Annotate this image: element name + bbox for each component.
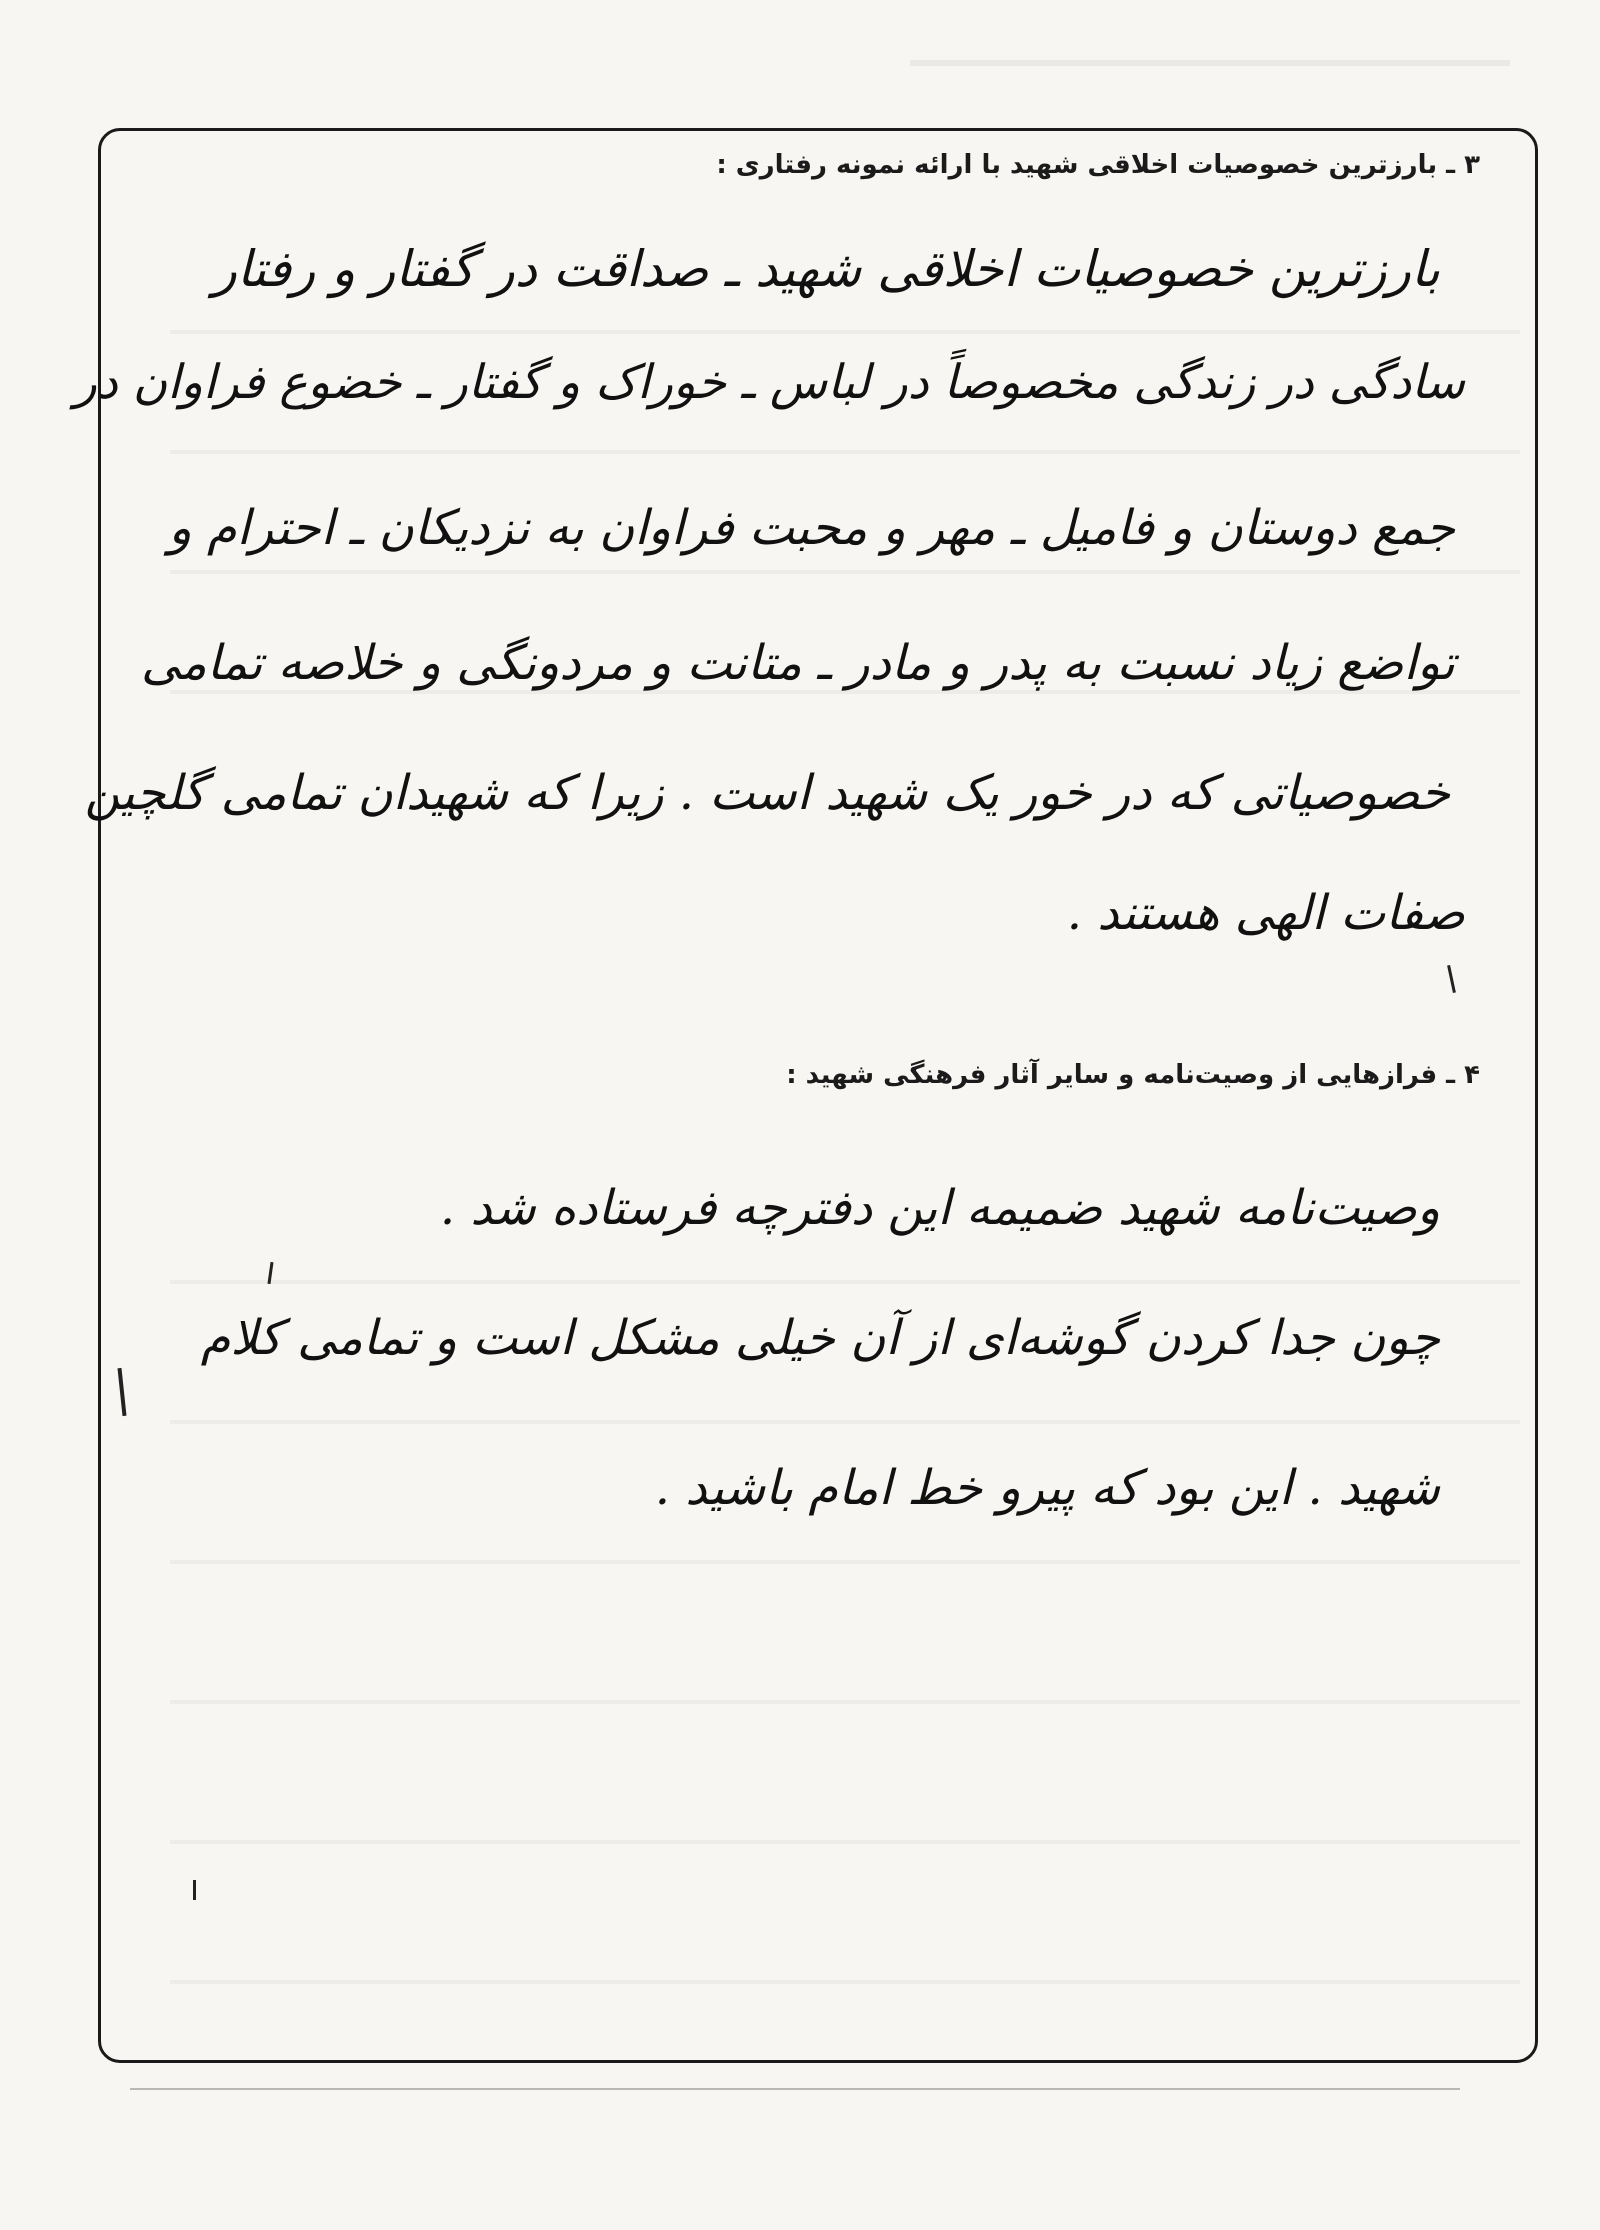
content-frame: [98, 128, 1538, 2063]
handwritten-line: تواضع زیاد نسبت به پدر و مادر ـ متانت و مردونگی و خلاصه تمامی: [141, 635, 1455, 691]
section-4-heading: ۴ ـ فرازهایی از وصیت‌نامه و سایر آثار فرهنگی شهید :: [786, 1060, 1480, 1090]
handwritten-line: سادگی در زندگی مخصوصاً در لباس ـ خوراک و گفتار ـ خضوع فراوان در: [74, 355, 1465, 410]
handwritten-line: شهید . این بود که پیرو خط امام باشید .: [654, 1460, 1440, 1516]
bottom-rule: [130, 2088, 1460, 2090]
handwritten-line: بارزترین خصوصیات اخلاقی شهید ـ صداقت در گفتار و رفتار: [212, 240, 1440, 298]
handwritten-line: وصیت‌نامه شهید ضمیمه این دفترچه فرستاده شد .: [439, 1180, 1440, 1236]
handwritten-line: صفات الهی هستند .: [1066, 885, 1465, 941]
bleed-through-line: [910, 60, 1510, 66]
handwritten-line: جمع دوستان و فامیل ـ مهر و محبت فراوان به نزدیکان ـ احترام و: [168, 500, 1455, 556]
handwritten-line: خصوصیاتی که در خور یک شهید است . زیرا که شهیدان تمامی گلچین: [84, 765, 1450, 821]
handwritten-line: چون جدا کردن گوشه‌ای از آن خیلی مشکل است و تمامی کلام: [200, 1310, 1440, 1366]
pen-mark: [193, 1880, 196, 1900]
section-3-heading: ۳ ـ بارزترین خصوصیات اخلاقی شهید با ارائه نمونه رفتاری :: [716, 150, 1480, 180]
